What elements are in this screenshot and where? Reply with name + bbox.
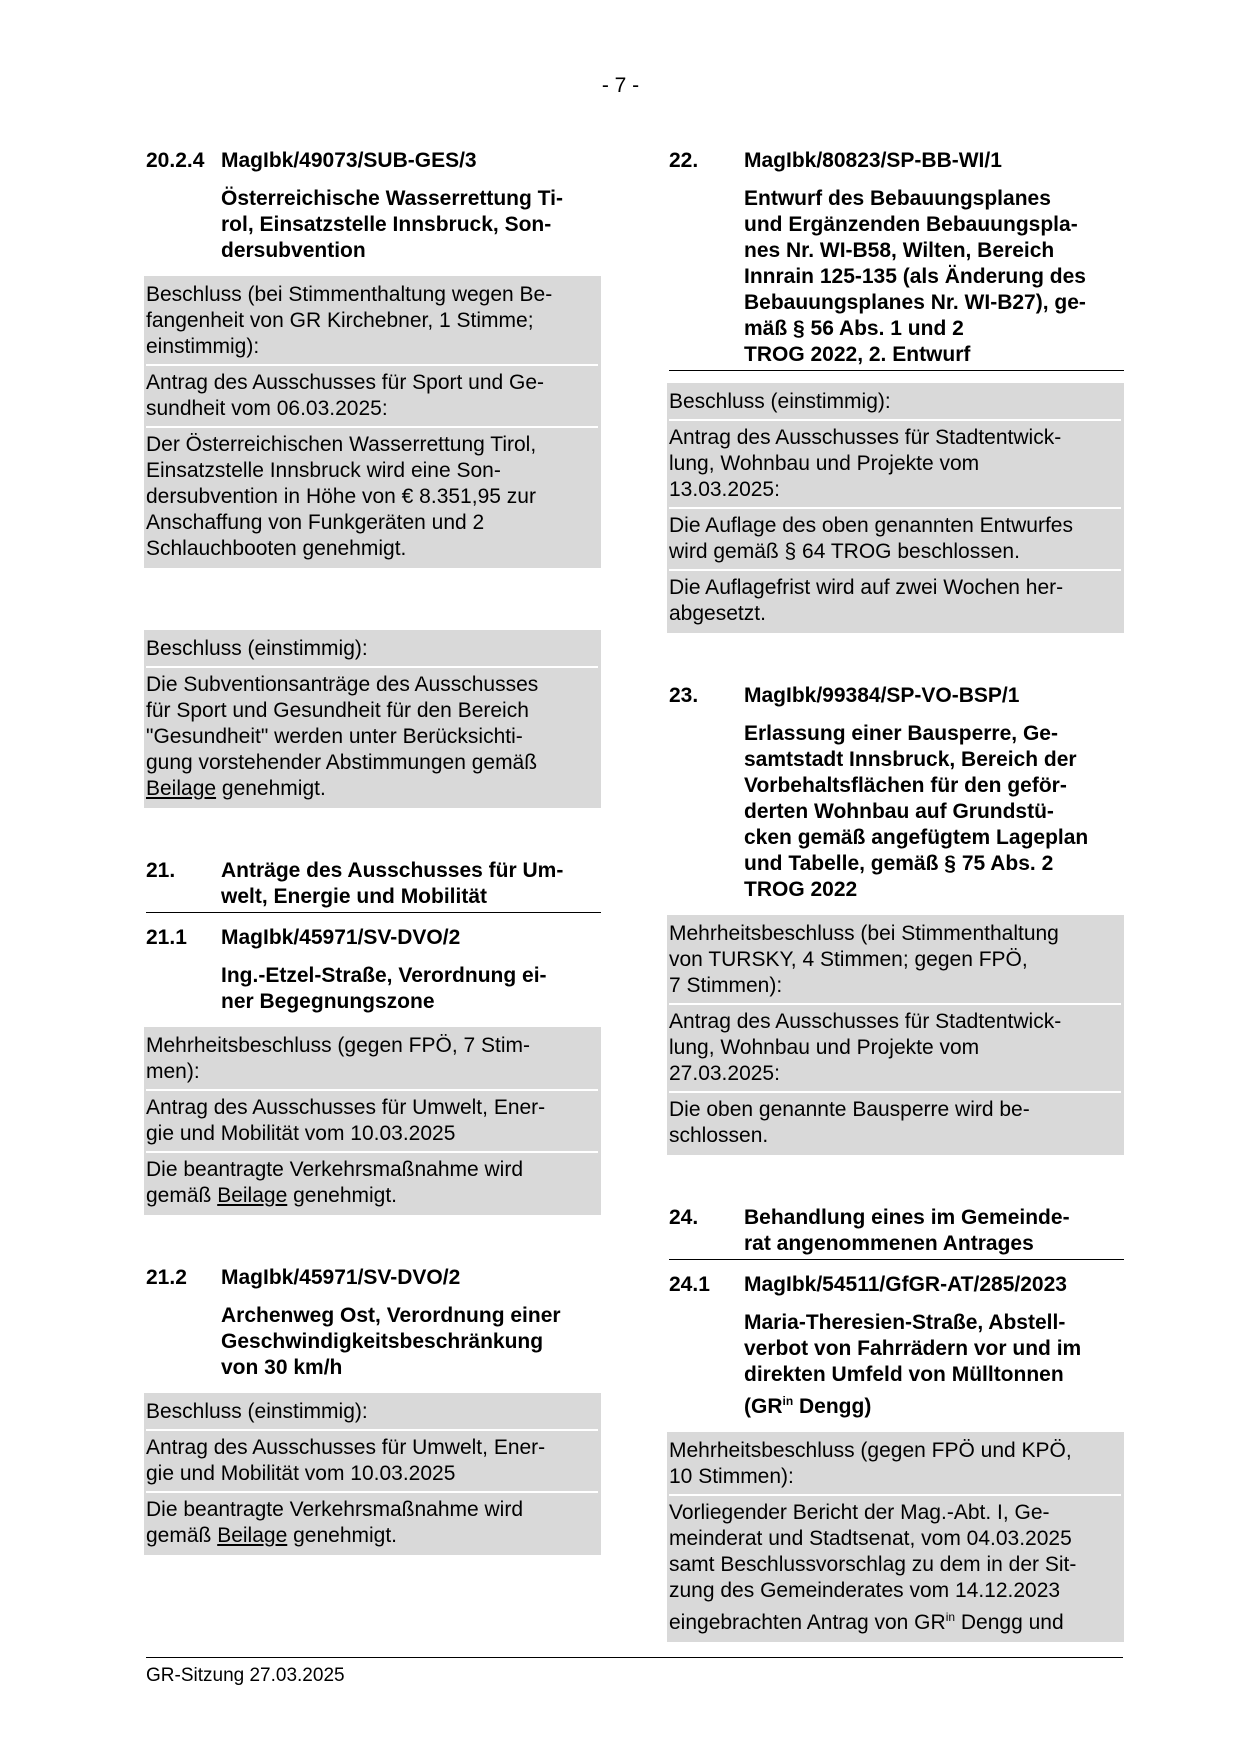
- section-title: Entwurf des Bebauungsplanes und Ergänzenden Bebauungspla- nes Nr. WI-B58, Wilten, Bereich Innrain 125-135 (als Änderung des Bebauungsplanes Nr. WI-B27), ge- mäß § 56 Abs. 1 und 2 TROG 2022, 2. Entwurf: [669, 186, 1124, 371]
- decision-text: Die Auflage des oben genannten Entwurfes wird gemäß § 64 TROG beschlossen.: [669, 507, 1121, 569]
- section-24-1: [669, 1272, 1124, 1642]
- resolution-block: [667, 915, 1124, 1155]
- decision-text: Der Österreichischen Wasserrettung Tirol, Einsatzstelle Innsbruck wird eine Son- dersubvention in Höhe von € 8.351,95 zur Anschaffung von Funkgeräten und 2 Schlauchbooten genehmigt.: [146, 426, 598, 566]
- decision-text: Die oben genannte Bausperre wird be- schlossen.: [669, 1091, 1121, 1153]
- resolution-block: [144, 1393, 601, 1555]
- section-code: MagIbk/49073/SUB-GES/3: [221, 149, 477, 172]
- section-21-1: [146, 925, 601, 1215]
- section-title: Erlassung einer Bausperre, Ge- samtstadt Innsbruck, Bereich der Vorbehaltsflächen für den geför- derten Wohnbau auf Grundstü- cken gemäß angefügtem Lageplan und Tabelle, gemäß § 75 Abs. 2 TROG 2022: [744, 722, 1089, 901]
- section-title: Ing.-Etzel-Straße, Verordnung ei- ner Begegnungszone: [221, 964, 547, 1013]
- section-23: [669, 683, 1124, 1155]
- section-title: Österreichische Wasserrettung Ti- rol, Einsatzstelle Innsbruck, Son- dersubvention: [221, 187, 563, 262]
- section-21: [146, 858, 601, 913]
- vote-text: Beschluss (einstimmig):: [669, 390, 891, 413]
- section-title: Maria-Theresien-Straße, Abstell- verbot von Fahrrädern vor und im direkten Umfeld von Mülltonnen ($GR^{in}$ Dengg): [744, 1311, 1082, 1418]
- resolution-block: [144, 630, 601, 808]
- section-code: MagIbk/54511/GfGR-AT/285/2023: [744, 1273, 1067, 1296]
- summary-resolution: [146, 630, 601, 808]
- section-code: MagIbk/80823/SP-BB-WI/1: [744, 149, 1002, 172]
- vote-text: Beschluss (einstimmig):: [146, 637, 368, 660]
- section-number: 21.1: [146, 926, 187, 949]
- section-number: 21.: [146, 859, 176, 882]
- section-24: [669, 1205, 1124, 1260]
- resolution-block: [144, 1027, 601, 1215]
- decision-text: Die beantragte Verkehrsmaßnahme wird gemäß Beilage genehmigt.: [146, 1491, 598, 1553]
- resolution-block: [144, 276, 601, 568]
- decision-text: Die Auflagefrist wird auf zwei Wochen her- abgesetzt.: [669, 569, 1121, 631]
- left-column: [146, 148, 601, 1555]
- section-number: 23.: [669, 684, 699, 707]
- section-number: 24.: [669, 1206, 699, 1229]
- decision-text: Vorliegender Bericht der Mag.-Abt. I, Ge- meinderat und Stadtsenat, vom 04.03.2025 samt Beschlussvorschlag zu dem in der Sit- zung des Gemeinderates vom 14.12.2023 eingebrachten Antrag von $GR^{in}$ Dengg und: [669, 1494, 1121, 1640]
- footer-text: GR-Sitzung 27.03.2025: [146, 1665, 345, 1686]
- decision-text: Die Subventionsanträge des Ausschusses für Sport und Gesundheit für den Bereich "Gesundheit" werden unter Berücksichti- gung vorstehender Abstimmungen gemäß Beilage genehmigt.: [146, 666, 598, 806]
- section-20-2-4: [146, 148, 601, 568]
- vote-text: Mehrheitsbeschluss (gegen FPÖ, 7 Stim- men):: [146, 1034, 530, 1083]
- section-title: Archenweg Ost, Verordnung einer Geschwindigkeitsbeschränkung von 30 km/h: [221, 1304, 561, 1379]
- motion-text: Antrag des Ausschusses für Stadtentwick- lung, Wohnbau und Projekte vom 13.03.2025:: [669, 419, 1121, 507]
- section-title: Anträge des Ausschusses für Um- welt, Energie und Mobilität: [221, 859, 564, 908]
- section-21-2: [146, 1265, 601, 1555]
- beilage-link[interactable]: Beilage: [146, 777, 217, 800]
- beilage-link[interactable]: Beilage: [217, 1184, 288, 1207]
- footer-divider: [146, 1657, 1123, 1658]
- section-code: MagIbk/99384/SP-VO-BSP/1: [744, 684, 1020, 707]
- right-column: [669, 148, 1124, 1642]
- motion-text: Antrag des Ausschusses für Umwelt, Ener- gie und Mobilität vom 10.03.2025: [146, 1089, 598, 1151]
- motion-text: Antrag des Ausschusses für Sport und Ge- sundheit vom 06.03.2025:: [146, 364, 598, 426]
- vote-text: Beschluss (bei Stimmenthaltung wegen Be- fangenheit von GR Kirchebner, 1 Stimme; einstimmig):: [146, 283, 553, 358]
- beilage-link[interactable]: Beilage: [217, 1524, 288, 1547]
- motion-text: Antrag des Ausschusses für Umwelt, Ener- gie und Mobilität vom 10.03.2025: [146, 1429, 598, 1491]
- section-number: 22.: [669, 149, 699, 172]
- section-number: 20.2.4: [146, 149, 205, 172]
- resolution-block: [667, 1432, 1124, 1642]
- section-title: Behandlung eines im Gemeinde- rat angenommenen Antrages: [744, 1206, 1070, 1255]
- page-number: - 7 -: [601, 74, 640, 97]
- section-code: MagIbk/45971/SV-DVO/2: [221, 926, 461, 949]
- section-number: 21.2: [146, 1266, 187, 1289]
- decision-text: Die beantragte Verkehrsmaßnahme wird gemäß Beilage genehmigt.: [146, 1151, 598, 1213]
- resolution-block: [667, 383, 1124, 633]
- section-number: 24.1: [669, 1273, 710, 1296]
- vote-text: Mehrheitsbeschluss (bei Stimmenthaltung von TURSKY, 4 Stimmen; gegen FPÖ, 7 Stimmen):: [669, 922, 1059, 997]
- motion-text: Antrag des Ausschusses für Stadtentwick- lung, Wohnbau und Projekte vom 27.03.2025:: [669, 1003, 1121, 1091]
- section-code: MagIbk/45971/SV-DVO/2: [221, 1266, 461, 1289]
- section-22: [669, 148, 1124, 633]
- vote-text: Mehrheitsbeschluss (gegen FPÖ und KPÖ, 10 Stimmen):: [669, 1439, 1072, 1488]
- vote-text: Beschluss (einstimmig):: [146, 1400, 368, 1423]
